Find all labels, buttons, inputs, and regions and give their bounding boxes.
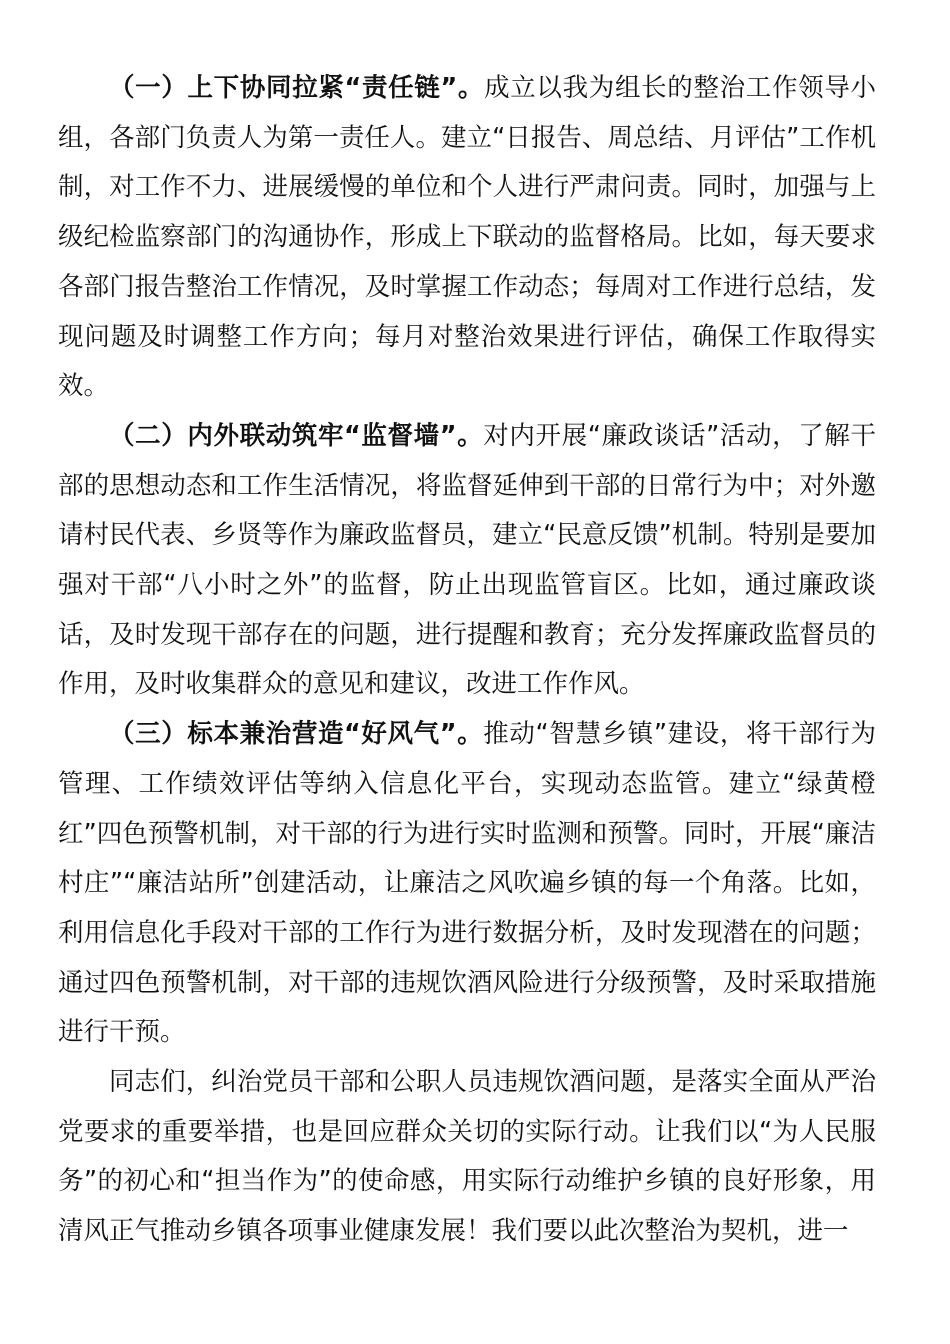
section-body-3: 推动“智慧乡镇”建设，将干部行为管理、工作绩效评估等纳入信息化平台，实现动态监管。建立“绿黄橙红”四色预警机制，对干部的行为进行实时监测和预警。同时，开展“廉洁村庄”“廉洁站所”创建活动，让廉洁之风吹遍乡镇的每一个角落。比如，利用信息化手段对干部的工作行为进行数据分析，及时发现潜在的问题；通过四色预警机制，对干部的违规饮酒风险进行分级预警，及时采取措施进行干预。 — [58, 719, 876, 1048]
section-heading-3: （三）标本兼治营造“好风气”。 — [109, 719, 484, 750]
section-body-1: 成立以我为组长的整治工作领导小组，各部门负责人为第一责任人。建立“日报告、周总结、月评估”工作机制，对工作不力、进展缓慢的单位和个人进行严肃问责。同时，加强与上级纪检监察部门的沟通协作，形成上下联动的监督格局。比如，每天要求各部门报告整治工作情况，及时掌握工作动态；每周对工作进行总结，发现问题及时调整工作方向；每月对整治效果进行评估，确保工作取得实效。 — [58, 73, 876, 402]
section-paragraph-2 — [58, 412, 876, 710]
section-paragraph-1 — [58, 64, 876, 412]
closing-paragraph: 同志们，纠治党员干部和公职人员违规饮酒问题，是落实全面从严治党要求的重要举措，也是回应群众关切的实际行动。让我们以“为人民服务”的初心和“担当作为”的使命感，用实际行动维护乡镇的良好形象，用清风正气推动乡镇各项事业健康发展！我们要以此次整治为契机，进一 — [58, 1067, 876, 1247]
section-heading-1: （一）上下协同拉紧“责任链”。 — [109, 73, 485, 103]
section-body-2: 对内开展“廉政谈话”活动，了解干部的思想动态和工作生活情况，将监督延伸到干部的日常行为中；对外邀请村民代表、乡贤等作为廉政监督员，建立“民意反馈”机制。特别是要加强对干部“八小时之外”的监督，防止出现监管盲区。比如，通过廉政谈话，及时发现干部存在的问题，进行提醒和教育；充分发挥廉政监督员的作用，及时收集群众的意见和建议，改进工作作风。 — [58, 420, 876, 700]
section-paragraph-3 — [58, 710, 876, 1058]
document-page — [58, 64, 876, 1257]
section-heading-2: （二）内外联动筑牢“监督墙”。 — [109, 420, 484, 451]
